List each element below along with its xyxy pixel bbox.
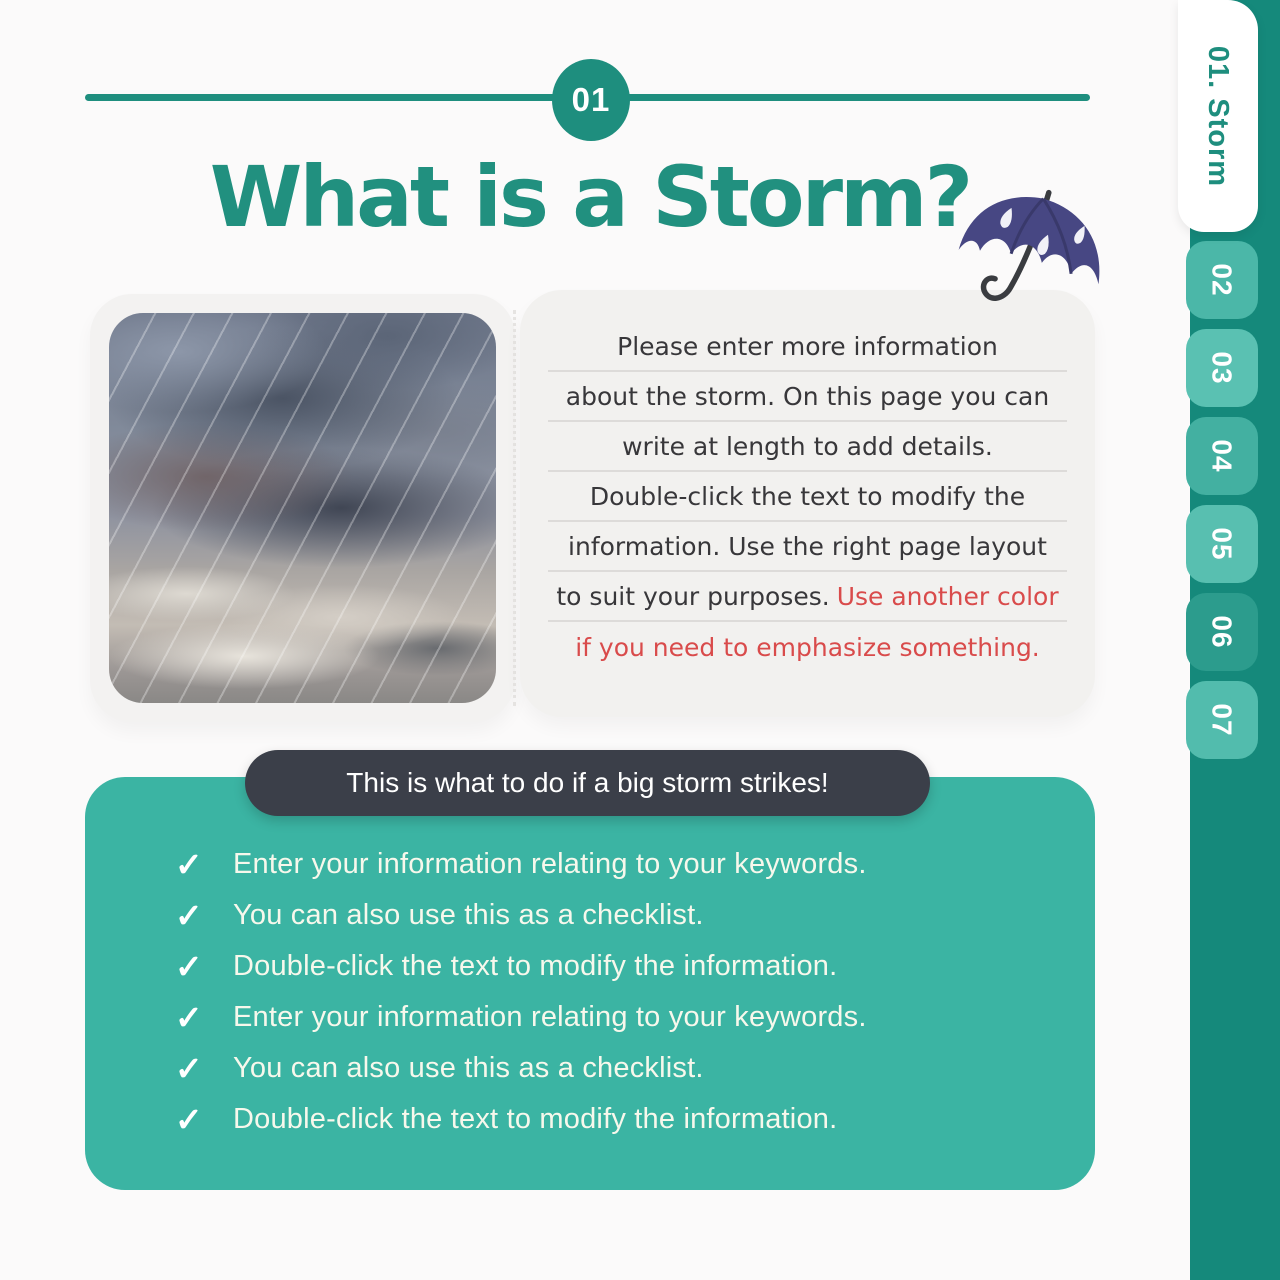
checklist-item-5 <box>175 1043 1045 1094</box>
paragraph-text: to suit your purposes. <box>556 581 830 611</box>
paragraph-emphasis-text: Use another color <box>836 581 1059 611</box>
sidebar-tab-03-label: 03 <box>1207 351 1238 385</box>
sidebar-tab-06[interactable] <box>1186 593 1258 671</box>
sidebar-tab-06-label: 06 <box>1207 615 1238 649</box>
checklist-item-6 <box>175 1094 1045 1145</box>
checklist-item-4 <box>175 992 1045 1043</box>
sidebar-tab-05[interactable] <box>1186 505 1258 583</box>
checklist-item-text: You can also use this as a checklist. <box>233 1052 704 1084</box>
check-icon: ✓ <box>175 1050 203 1087</box>
umbrella-icon <box>948 188 1123 338</box>
section-number-badge <box>552 59 630 141</box>
checklist-item-text: Double-click the text to modify the information. <box>233 1103 838 1135</box>
sidebar-tab-07-label: 07 <box>1207 703 1238 737</box>
checklist-item-text: Enter your information relating to your keywords. <box>233 848 867 880</box>
sidebar-tab-05-label: 05 <box>1207 527 1238 561</box>
sidebar-tab-storm-label: 01. Storm <box>1202 45 1235 187</box>
paragraph-line-3 <box>548 422 1067 472</box>
paragraph-text: about the storm. On this page you can <box>565 381 1050 411</box>
paragraph-line-2 <box>548 372 1067 422</box>
sidebar-tab-02-label: 02 <box>1207 263 1238 297</box>
checklist-panel <box>85 777 1095 1190</box>
storm-photo <box>109 313 496 703</box>
paragraph-line-4 <box>548 472 1067 522</box>
info-card <box>520 290 1095 717</box>
sidebar-tab-07[interactable] <box>1186 681 1258 759</box>
sidebar-tab-03[interactable] <box>1186 329 1258 407</box>
paragraph-text: information. Use the right page layout <box>568 531 1047 561</box>
paragraph-emphasis-text: if you need to emphasize something. <box>575 632 1040 662</box>
callout-label: This is what to do if a big storm strikes! <box>346 767 829 798</box>
checklist-item-text: Enter your information relating to your keywords. <box>233 1001 867 1033</box>
paragraph-line-5 <box>548 522 1067 572</box>
checklist-item-text: You can also use this as a checklist. <box>233 899 704 931</box>
checklist-item-3 <box>175 941 1045 992</box>
sidebar-tab-storm[interactable] <box>1178 0 1258 232</box>
paragraph-text: Please enter more information <box>617 331 998 361</box>
check-icon: ✓ <box>175 846 203 883</box>
section-number: 01 <box>571 81 611 118</box>
callout-badge <box>245 750 930 816</box>
photo-card <box>90 294 515 722</box>
paragraph-line-6 <box>548 572 1067 622</box>
check-icon: ✓ <box>175 948 203 985</box>
sidebar-tab-04-label: 04 <box>1207 439 1238 473</box>
checklist-item-text: Double-click the text to modify the information. <box>233 950 838 982</box>
check-icon: ✓ <box>175 897 203 934</box>
checklist-item-2 <box>175 890 1045 941</box>
paragraph-text: Double-click the text to modify the <box>589 481 1026 511</box>
page-title: What is a Storm? <box>209 148 971 246</box>
check-icon: ✓ <box>175 999 203 1036</box>
checklist-item-1 <box>175 839 1045 890</box>
sidebar-tab-02[interactable] <box>1186 241 1258 319</box>
check-icon: ✓ <box>175 1101 203 1138</box>
sidebar-tab-04[interactable] <box>1186 417 1258 495</box>
paragraph-text: write at length to add details. <box>622 431 993 461</box>
card-seam <box>513 310 516 706</box>
paragraph-line-7 <box>548 622 1067 672</box>
